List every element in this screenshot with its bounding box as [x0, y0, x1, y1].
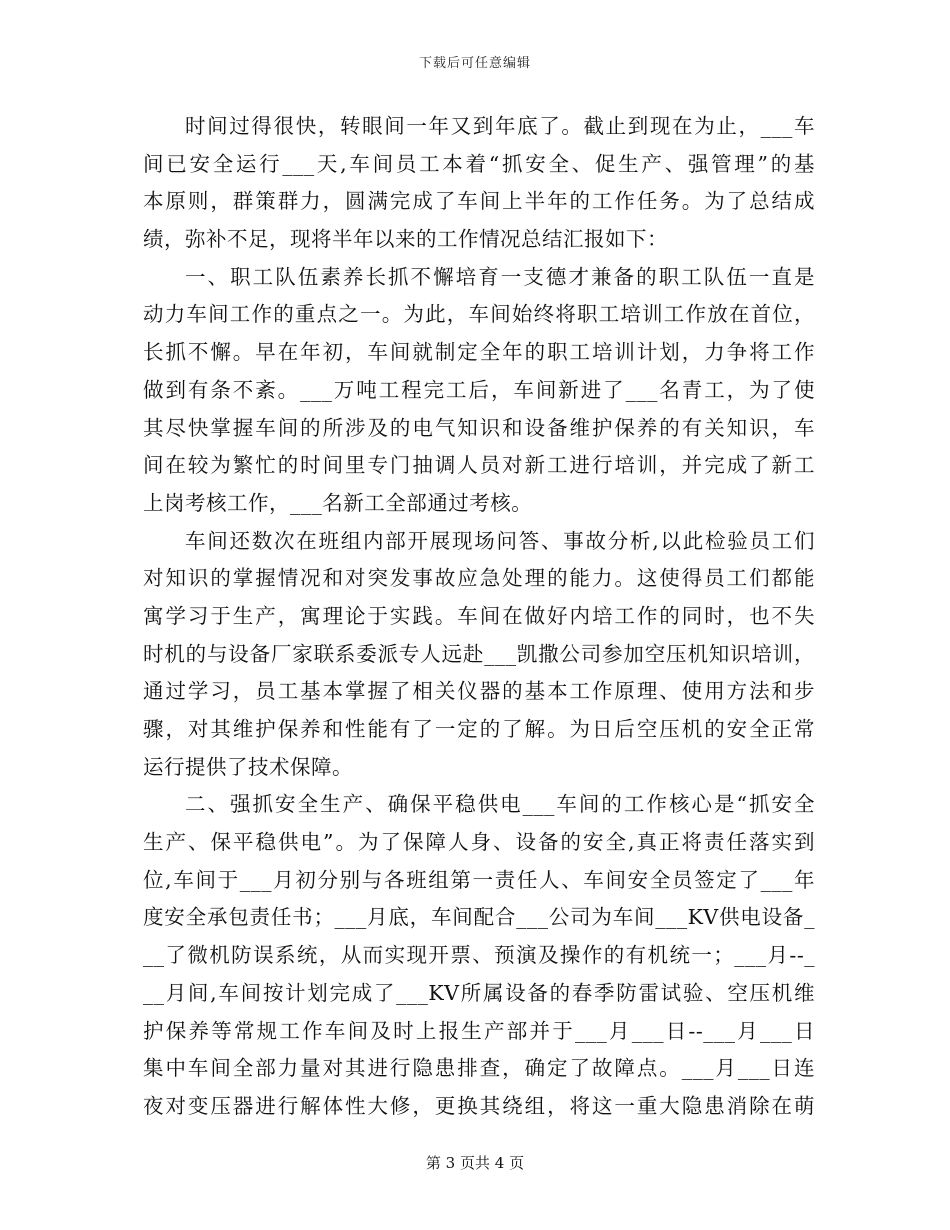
paragraph-line: 夜对变压器进行解体性大修，更换其绕组，将这一重大隐患消除在萌: [143, 1093, 815, 1118]
page-footer: 第 3 页共 4 页: [425, 1154, 525, 1172]
paragraph-line: 间在较为繁忙的时间里专门抽调人员对新工进行培训，并完成了新工: [143, 453, 815, 478]
paragraph-line: 长抓不懈。早在年初，车间就制定全年的职工培训计划，力争将工作: [143, 340, 815, 365]
paragraph-line: 一、职工队伍素养长抓不懈培育一支德才兼备的职工队伍一直是: [185, 264, 815, 289]
paragraph-line: 对知识的掌握情况和对突发事故应急处理的能力。这使得员工们都能: [143, 566, 815, 591]
paragraph-line: 其尽快掌握车间的所涉及的电气知识和设备维护保养的有关知识，车: [143, 415, 815, 440]
paragraph-line: 时间过得很快，转眼间一年又到年底了。截止到现在为止，___车: [185, 114, 815, 138]
paragraph-line: 度安全承包责任书；___月底，车间配合___公司为车间___KV供电设备_: [143, 905, 815, 930]
paragraph-line: 本原则，群策群力，圆满完成了车间上半年的工作任务。为了总结成: [143, 189, 815, 214]
paragraph-line: 车间还数次在班组内部开展现场问答、事故分析,以此检验员工们: [185, 528, 815, 553]
document-body: [143, 108, 815, 1126]
paragraph-line: 位,车间于___月初分别与各班组第一责任人、车间安全员签定了___年: [143, 867, 815, 892]
paragraph-line: 运行提供了技术保障。: [143, 754, 353, 779]
paragraph-line: 二、强抓安全生产、确保平稳供电___车间的工作核心是“抓安全: [185, 792, 815, 817]
paragraph-line: __了微机防误系统，从而实现开票、预演及操作的有机统一；___月--_: [143, 943, 815, 968]
paragraph-line: __月间,车间按计划完成了___KV所属设备的春季防雷试验、空压机维: [143, 980, 815, 1005]
paragraph-line: 护保养等常规工作车间及时上报生产部并于___月___日--___月___日: [143, 1018, 815, 1043]
paragraph-line: 绩，弥补不足，现将半年以来的工作情况总结汇报如下：: [143, 227, 668, 252]
paragraph-line: 时机的与设备厂家联系委派专人远赴___凯撒公司参加空压机知识培训，: [143, 641, 815, 666]
paragraph-line: 骤，对其维护保养和性能有了一定的了解。为日后空压机的安全正常: [143, 717, 815, 741]
page-header: 下载后可任意编辑: [418, 56, 531, 71]
paragraph-line: 通过学习，员工基本掌握了相关仪器的基本工作原理、使用方法和步: [143, 679, 815, 704]
paragraph-line: 间已安全运行___天,车间员工本着“抓安全、促生产、强管理”的基: [143, 151, 815, 176]
paragraph-line: 寓学习于生产，寓理论于实践。车间在做好内培工作的同时，也不失: [143, 603, 815, 628]
paragraph-line: 做到有条不紊。___万吨工程完工后，车间新进了___名青工，为了使: [143, 377, 815, 402]
paragraph-line: 上岗考核工作，___名新工全部通过考核。: [143, 490, 533, 515]
paragraph-line: 动力车间工作的重点之一。为此，车间始终将职工培训工作放在首位，: [143, 302, 815, 327]
paragraph-line: 集中车间全部力量对其进行隐患排查，确定了故障点。___月___日连: [143, 1056, 815, 1081]
paragraph-line: 生产、保平稳供电”。为了保障人身、设备的安全,真正将责任落实到: [143, 830, 815, 855]
